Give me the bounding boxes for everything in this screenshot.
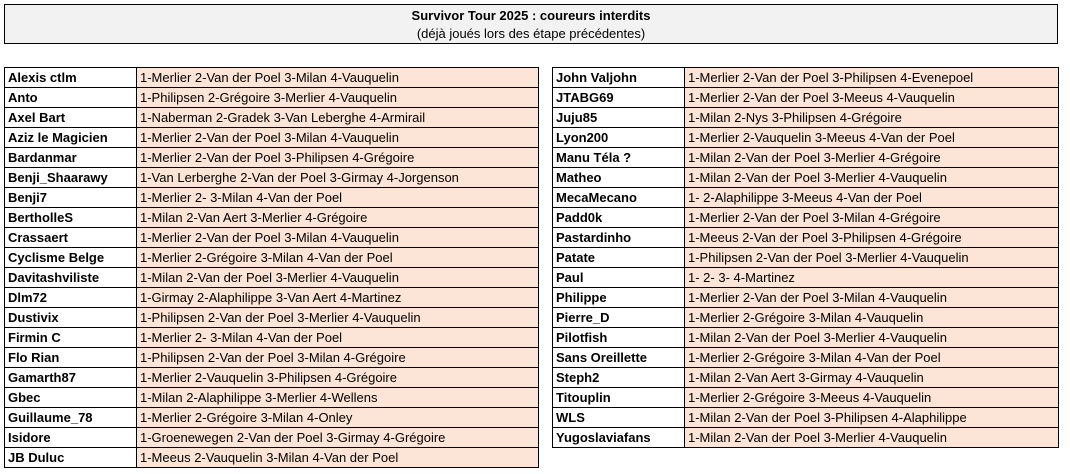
table-row bbox=[5, 148, 539, 168]
page-subtitle: (déjà joués lors des étape précédentes) bbox=[416, 26, 646, 41]
table-row bbox=[553, 368, 1059, 388]
player-name-cell: Patate bbox=[553, 248, 685, 268]
table-row bbox=[5, 188, 539, 208]
player-name-cell: Anto bbox=[5, 88, 137, 108]
player-name-cell: BertholleS bbox=[5, 208, 137, 228]
player-name-cell: Guillaume_78 bbox=[5, 408, 137, 428]
table-row bbox=[5, 268, 539, 288]
player-picks-cell: 1-Merlier 2-Grégoire 3-Milan 4-Van der Poel bbox=[685, 348, 1059, 368]
player-picks-cell: 1-Meeus 2-Van der Poel 3-Philipsen 4-Grégoire bbox=[685, 228, 1059, 248]
player-name-cell: Padd0k bbox=[553, 208, 685, 228]
table-row bbox=[553, 288, 1059, 308]
player-name-cell: MecaMecano bbox=[553, 188, 685, 208]
player-name-cell: Philippe bbox=[553, 288, 685, 308]
table-row bbox=[553, 408, 1059, 428]
player-name-cell: Lyon200 bbox=[553, 128, 685, 148]
table-row bbox=[5, 428, 539, 448]
player-picks-cell: 1-Merlier 2-Grégoire 3-Meeus 4-Vauquelin bbox=[685, 388, 1059, 408]
player-picks-cell: 1-Merlier 2-Grégoire 3-Milan 4-Vauquelin bbox=[685, 308, 1059, 328]
player-picks-cell: 1-Philipsen 2-Van der Poel 3-Merlier 4-Vauquelin bbox=[137, 308, 539, 328]
table-row bbox=[553, 68, 1059, 88]
player-name-cell: Flo Rian bbox=[5, 348, 137, 368]
player-picks-cell: 1-Philipsen 2-Van der Poel 3-Milan 4-Grégoire bbox=[137, 348, 539, 368]
player-picks-cell: 1-Merlier 2-Vauquelin 3-Meeus 4-Van der Poel bbox=[685, 128, 1059, 148]
player-name-cell: Crassaert bbox=[5, 228, 137, 248]
player-picks-cell: 1-Meeus 2-Vauquelin 3-Milan 4-Van der Poel bbox=[137, 448, 539, 468]
player-name-cell: Davitashviliste bbox=[5, 268, 137, 288]
table-row bbox=[5, 248, 539, 268]
table-row bbox=[5, 328, 539, 348]
player-name-cell: Matheo bbox=[553, 168, 685, 188]
player-name-cell: Sans Oreillette bbox=[553, 348, 685, 368]
player-picks-cell: 1-Merlier 2- 3-Milan 4-Van der Poel bbox=[137, 188, 539, 208]
player-picks-cell: 1-Philipsen 2-Van der Poel 3-Merlier 4-Vauquelin bbox=[685, 248, 1059, 268]
player-picks-cell: 1-Merlier 2-Vauquelin 3-Philipsen 4-Grégoire bbox=[137, 368, 539, 388]
player-picks-cell: 1-Van Lerberghe 2-Van der Poel 3-Girmay 4-Jorgenson bbox=[137, 168, 539, 188]
player-name-cell: Gbec bbox=[5, 388, 137, 408]
player-name-cell: Manu Téla ? bbox=[553, 148, 685, 168]
table-row bbox=[553, 208, 1059, 228]
player-name-cell: Aziz le Magicien bbox=[5, 128, 137, 148]
player-name-cell: Paul bbox=[553, 268, 685, 288]
player-name-cell: Titouplin bbox=[553, 388, 685, 408]
table-row bbox=[553, 148, 1059, 168]
player-name-cell: Alexis ctlm bbox=[5, 68, 137, 88]
player-picks-cell: 1-Merlier 2-Van der Poel 3-Milan 4-Vauquelin bbox=[685, 288, 1059, 308]
player-picks-cell: 1-Milan 2-Alaphilippe 3-Merlier 4-Wellens bbox=[137, 388, 539, 408]
page-header bbox=[4, 4, 1058, 44]
player-picks-cell: 1-Milan 2-Van der Poel 3-Merlier 4-Vauquelin bbox=[685, 428, 1059, 448]
player-name-cell: Pierre_D bbox=[553, 308, 685, 328]
table-row bbox=[5, 168, 539, 188]
table-row bbox=[5, 88, 539, 108]
player-name-cell: Dustivix bbox=[5, 308, 137, 328]
player-picks-cell: 1-Merlier 2- 3-Milan 4-Van der Poel bbox=[137, 328, 539, 348]
table-row bbox=[553, 188, 1059, 208]
players-table-right bbox=[552, 67, 1059, 448]
player-name-cell: Benji7 bbox=[5, 188, 137, 208]
player-name-cell: Yugoslaviafans bbox=[553, 428, 685, 448]
player-name-cell: Steph2 bbox=[553, 368, 685, 388]
table-row bbox=[5, 408, 539, 428]
table-row bbox=[553, 388, 1059, 408]
players-table-left bbox=[4, 67, 539, 468]
table-row bbox=[553, 348, 1059, 368]
table-row bbox=[5, 368, 539, 388]
player-picks-cell: 1-Girmay 2-Alaphilippe 3-Van Aert 4-Martinez bbox=[137, 288, 539, 308]
table-row bbox=[553, 248, 1059, 268]
player-picks-cell: 1-Merlier 2-Grégoire 3-Milan 4-Van der Poel bbox=[137, 248, 539, 268]
player-picks-cell: 1-Groenewegen 2-Van der Poel 3-Girmay 4-Grégoire bbox=[137, 428, 539, 448]
player-picks-cell: 1-Milan 2-Van Aert 3-Merlier 4-Grégoire bbox=[137, 208, 539, 228]
player-picks-cell: 1-Milan 2-Van Aert 3-Girmay 4-Vauquelin bbox=[685, 368, 1059, 388]
player-picks-cell: 1-Merlier 2-Van der Poel 3-Milan 4-Vauquelin bbox=[137, 228, 539, 248]
table-row bbox=[553, 108, 1059, 128]
player-name-cell: Juju85 bbox=[553, 108, 685, 128]
table-row bbox=[553, 328, 1059, 348]
player-picks-cell: 1-Merlier 2-Van der Poel 3-Meeus 4-Vauquelin bbox=[685, 88, 1059, 108]
player-picks-cell: 1-Merlier 2-Van der Poel 3-Milan 4-Grégoire bbox=[685, 208, 1059, 228]
player-name-cell: Benji_Shaarawy bbox=[5, 168, 137, 188]
player-name-cell: Pilotfish bbox=[553, 328, 685, 348]
player-picks-cell: 1-Merlier 2-Van der Poel 3-Milan 4-Vauquelin bbox=[137, 68, 539, 88]
player-name-cell: Isidore bbox=[5, 428, 137, 448]
table-row bbox=[553, 168, 1059, 188]
player-name-cell: John Valjohn bbox=[553, 68, 685, 88]
page-title: Survivor Tour 2025 : coureurs interdits bbox=[411, 8, 651, 23]
table-row bbox=[5, 128, 539, 148]
player-picks-cell: 1-Merlier 2-Van der Poel 3-Philipsen 4-Evenepoel bbox=[685, 68, 1059, 88]
player-name-cell: WLS bbox=[553, 408, 685, 428]
table-row bbox=[553, 428, 1059, 448]
table-row bbox=[5, 208, 539, 228]
player-name-cell: Cyclisme Belge bbox=[5, 248, 137, 268]
player-name-cell: Firmin C bbox=[5, 328, 137, 348]
player-picks-cell: 1-Milan 2-Nys 3-Philipsen 4-Grégoire bbox=[685, 108, 1059, 128]
player-picks-cell: 1-Merlier 2-Van der Poel 3-Milan 4-Vauquelin bbox=[137, 128, 539, 148]
player-picks-cell: 1- 2- 3- 4-Martinez bbox=[685, 268, 1059, 288]
player-picks-cell: 1-Merlier 2-Van der Poel 3-Philipsen 4-Grégoire bbox=[137, 148, 539, 168]
player-name-cell: Gamarth87 bbox=[5, 368, 137, 388]
table-row bbox=[5, 288, 539, 308]
player-name-cell: JTABG69 bbox=[553, 88, 685, 108]
table-row bbox=[553, 228, 1059, 248]
table-row bbox=[553, 128, 1059, 148]
table-row bbox=[5, 108, 539, 128]
table-row bbox=[553, 268, 1059, 288]
player-picks-cell: 1-Milan 2-Van der Poel 3-Philipsen 4-Alaphilippe bbox=[685, 408, 1059, 428]
player-picks-cell: 1- 2-Alaphilippe 3-Meeus 4-Van der Poel bbox=[685, 188, 1059, 208]
table-row bbox=[5, 228, 539, 248]
player-picks-cell: 1-Naberman 2-Gradek 3-Van Leberghe 4-Armirail bbox=[137, 108, 539, 128]
player-name-cell: JB Duluc bbox=[5, 448, 137, 468]
player-name-cell: Dlm72 bbox=[5, 288, 137, 308]
table-row bbox=[553, 308, 1059, 328]
player-name-cell: Axel Bart bbox=[5, 108, 137, 128]
table-row bbox=[5, 348, 539, 368]
player-picks-cell: 1-Merlier 2-Grégoire 3-Milan 4-Onley bbox=[137, 408, 539, 428]
player-name-cell: Pastardinho bbox=[553, 228, 685, 248]
player-picks-cell: 1-Milan 2-Van der Poel 3-Merlier 4-Vauquelin bbox=[137, 268, 539, 288]
player-picks-cell: 1-Philipsen 2-Grégoire 3-Merlier 4-Vauquelin bbox=[137, 88, 539, 108]
table-row bbox=[5, 68, 539, 88]
table-row bbox=[5, 308, 539, 328]
player-picks-cell: 1-Milan 2-Van der Poel 3-Merlier 4-Vauquelin bbox=[685, 168, 1059, 188]
player-name-cell: Bardanmar bbox=[5, 148, 137, 168]
player-picks-cell: 1-Milan 2-Van der Poel 3-Merlier 4-Vauquelin bbox=[685, 328, 1059, 348]
table-row bbox=[553, 88, 1059, 108]
table-row bbox=[5, 448, 539, 468]
table-row bbox=[5, 388, 539, 408]
player-picks-cell: 1-Milan 2-Van der Poel 3-Merlier 4-Grégoire bbox=[685, 148, 1059, 168]
